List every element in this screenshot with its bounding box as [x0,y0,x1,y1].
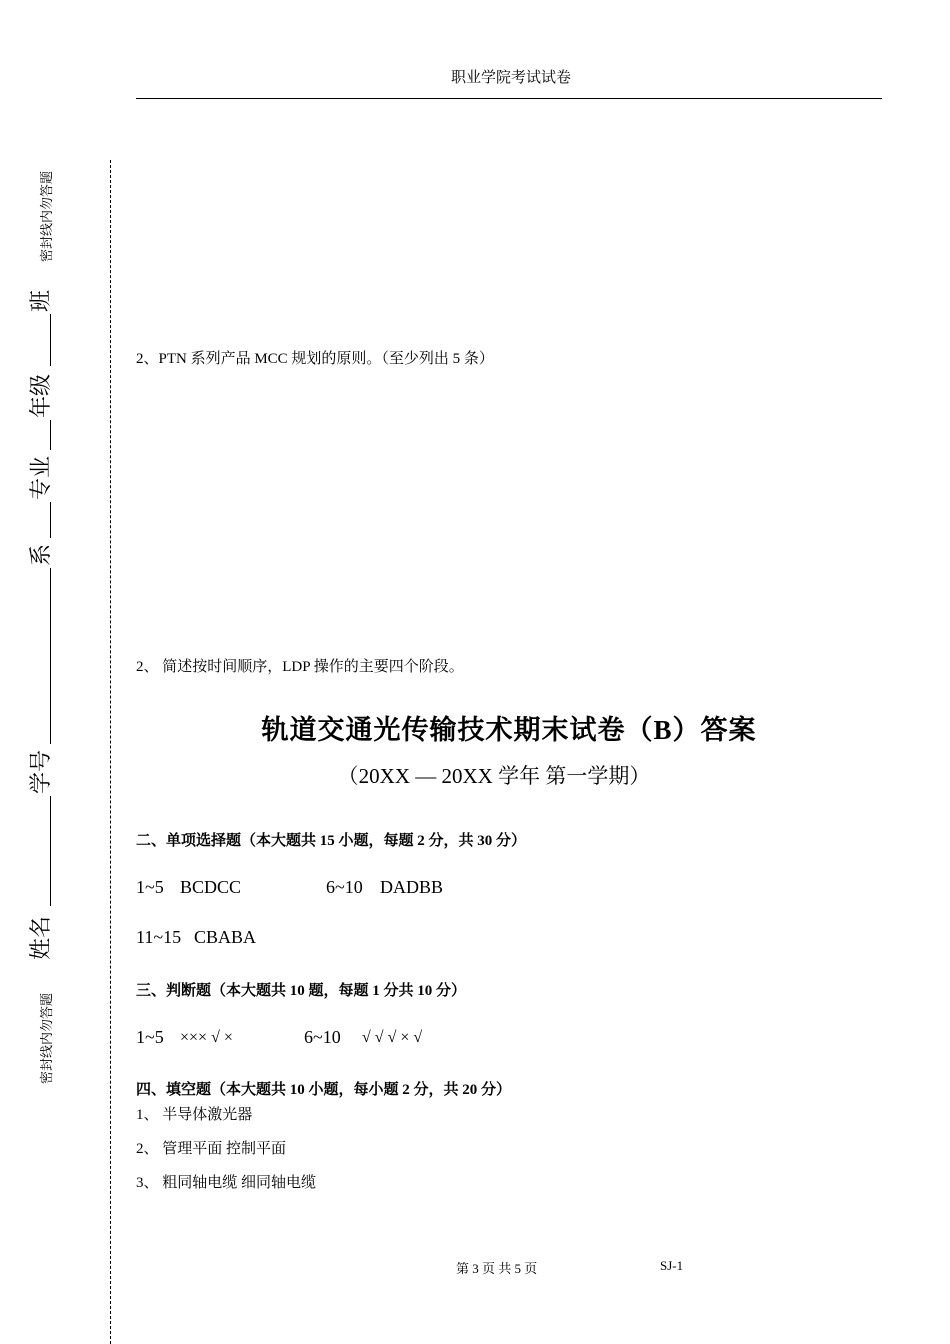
field-label-nianji: 年级 [29,373,54,418]
field-blank-nianji[interactable] [50,420,51,450]
field-label-xuehao: 学号 [29,749,54,794]
section4-item-3: 3、 粗同轴电缆 细同轴电缆 [136,1175,317,1191]
section2-range-2: 6~10 [326,877,363,897]
question-ptn-mcc: 2、PTN 系列产品 MCC 规划的原则。（至少列出 5 条） [136,351,494,367]
section2-answer-2: DADBB [380,877,444,897]
field-label-zhuanye: 专业 [29,455,54,500]
section4-item-2: 2、 管理平面 控制平面 [136,1141,287,1157]
section4-item-1: 1、 半导体激光器 [136,1107,253,1123]
field-label-xingming: 姓名 [29,915,54,960]
answer-subtitle: （20XX — 20XX 学年 第一学期） [337,764,651,788]
field-blank-xuehao[interactable] [50,796,51,906]
page-number: 第 3 页 共 5 页 [456,1261,538,1276]
page-header: 职业学院考试试卷 [450,70,571,86]
section3-range-2: 6~10 [304,1027,341,1047]
section2-range-1: 1~5 [136,877,164,897]
section3-answer-1: ××× √ × [180,1029,233,1046]
header-rule [136,98,882,99]
question-ldp: 2、 简述按时间顺序，LDP 操作的主要四个阶段。 [136,659,464,675]
seal-notice-top: 密封线内勿答题 [40,170,55,262]
form-code: SJ-1 [660,1258,684,1273]
seal-line [110,160,111,1344]
field-blank-zhuanye[interactable] [50,502,51,538]
section3-heading: 三、判断题（本大题共 10 题，每题 1 分共 10 分） [136,983,467,999]
field-label-xi: 系 [29,543,54,566]
field-label-ban: 班 [29,289,54,312]
section4-heading: 四、填空题（本大题共 10 小题，每小题 2 分，共 20 分） [136,1082,512,1098]
section2-range-3: 11~15 [136,927,182,947]
section3-range-1: 1~5 [136,1027,164,1047]
seal-notice-bottom: 密封线内勿答题 [40,992,55,1084]
section3-answer-2: √ √ √ × √ [362,1029,423,1046]
answer-title: 轨道交通光传输技术期末试卷（B）答案 [261,715,757,745]
section2-heading: 二、单项选择题（本大题共 15 小题，每题 2 分，共 30 分） [136,833,527,849]
field-blank-ban[interactable] [50,314,51,366]
section2-answer-3: CBABA [194,927,257,947]
section2-answer-1: BCDCC [180,877,242,897]
